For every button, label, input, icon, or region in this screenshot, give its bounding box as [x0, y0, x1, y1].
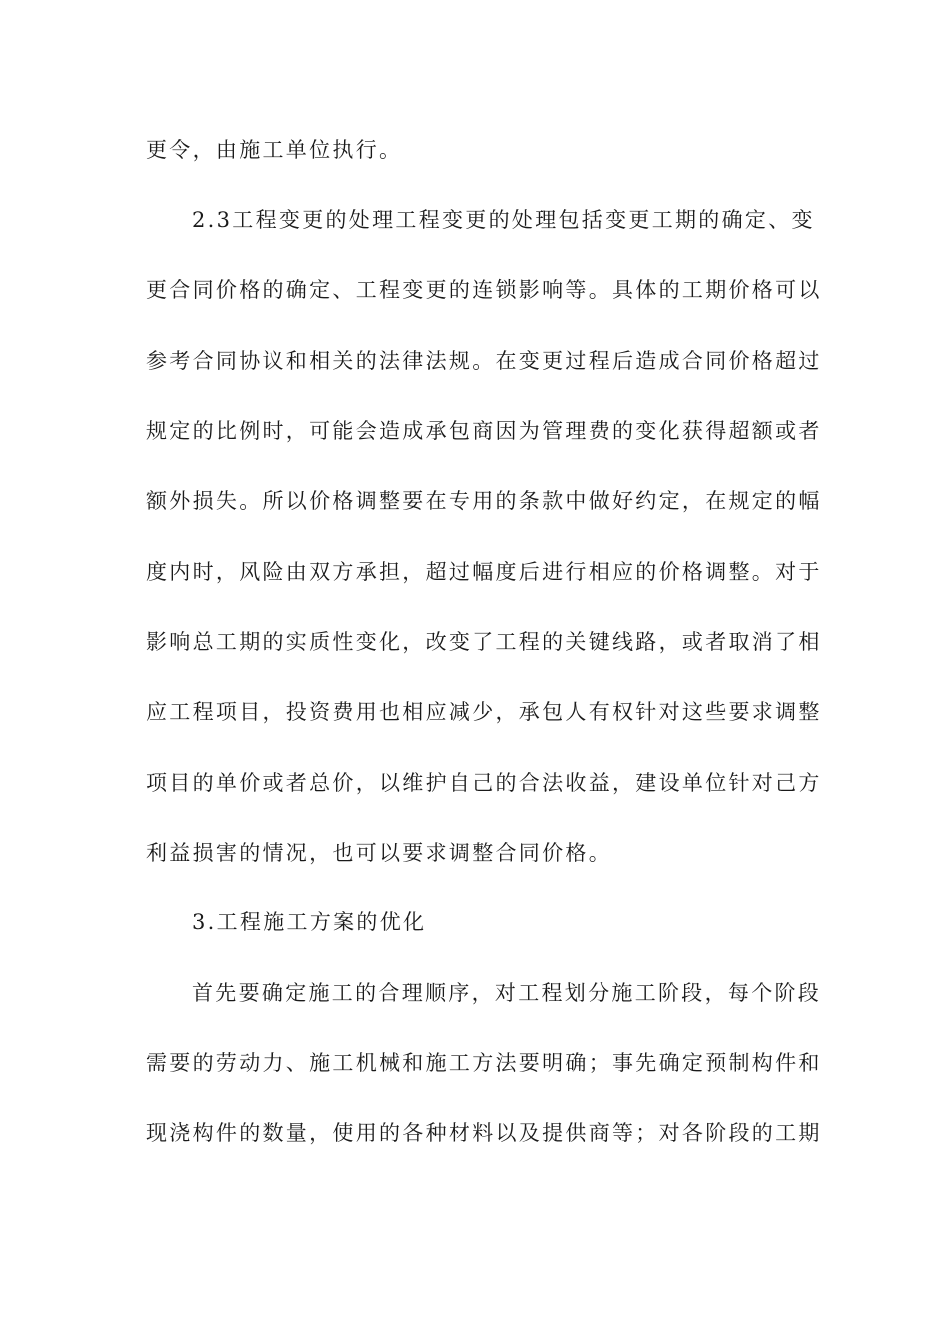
body-line: 需要的劳动力、施工机械和施工方法要明确；事先确定预制构件和 — [146, 1051, 822, 1075]
paragraph-first-line: 首先要确定施工的合理顺序，对工程划分施工阶段，每个阶段 — [192, 981, 822, 1005]
body-line: 额外损失。所以价格调整要在专用的条款中做好约定，在规定的幅 — [146, 489, 822, 513]
body-line: 现浇构件的数量，使用的各种材料以及提供商等；对各阶段的工期 — [146, 1121, 822, 1145]
body-line: 度内时，风险由双方承担，超过幅度后进行相应的价格调整。对于 — [146, 560, 822, 584]
body-line: 应工程项目，投资费用也相应减少，承包人有权针对这些要求调整 — [146, 700, 822, 724]
body-line: 更合同价格的确定、工程变更的连锁影响等。具体的工期价格可以 — [146, 278, 822, 302]
body-line: 更令，由施工单位执行。 — [146, 138, 403, 162]
body-line: 利益损害的情况，也可以要求调整合同价格。 — [146, 841, 612, 865]
body-line: 规定的比例时，可能会造成承包商因为管理费的变化获得超额或者 — [146, 419, 822, 443]
body-line: 影响总工期的实质性变化，改变了工程的关键线路，或者取消了相 — [146, 630, 822, 654]
body-line: 项目的单价或者总价，以维护自己的合法收益，建设单位针对己方 — [146, 771, 822, 795]
section-heading: 3.工程施工方案的优化 — [192, 910, 427, 934]
paragraph-first-line: 2.3工程变更的处理工程变更的处理包括变更工期的确定、变 — [192, 208, 815, 232]
body-line: 参考合同协议和相关的法律法规。在变更过程后造成合同价格超过 — [146, 349, 822, 373]
